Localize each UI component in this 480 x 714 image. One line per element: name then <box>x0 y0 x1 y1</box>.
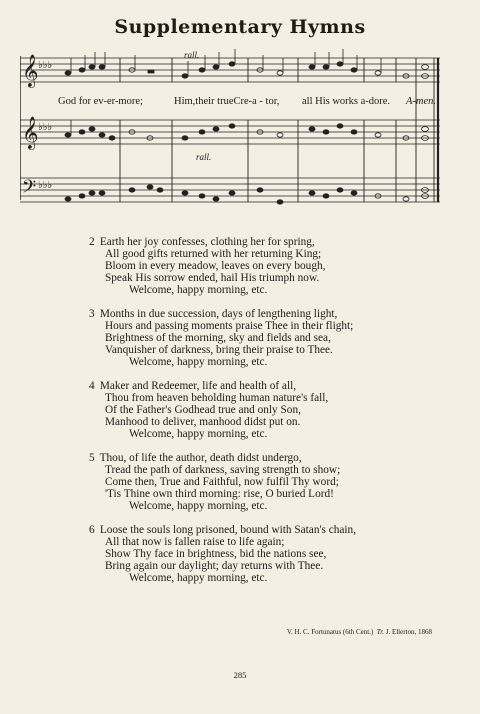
verse-line: Bloom in every meadow, leaves on every bough, <box>105 260 326 272</box>
verse-line: Speak His sorrow ended, hail His triumph now. <box>105 272 320 284</box>
verse <box>89 524 427 584</box>
verse-number: 3 <box>89 308 95 320</box>
verse <box>89 236 427 296</box>
verse-line: Show Thy face in brightness, bid the nations see, <box>105 548 327 560</box>
lyric-segment: God for ev-er-more; <box>58 96 143 107</box>
verse-line: All good gifts returned with her returning King; <box>105 248 322 260</box>
verse <box>89 452 427 512</box>
verse-refrain: Welcome, happy morning, etc. <box>129 428 268 440</box>
svg-text:𝄞: 𝄞 <box>22 54 39 87</box>
svg-text:♭♭♭: ♭♭♭ <box>38 60 53 71</box>
svg-text:♭♭♭: ♭♭♭ <box>38 180 53 191</box>
rall-marking-mid: rall. <box>196 152 212 162</box>
verse-number: 4 <box>89 380 95 392</box>
verse <box>89 380 427 440</box>
credit-translator: J. Ellerton, <box>385 628 417 636</box>
lyric-segment: Him,their trueCre-a - tor, <box>174 96 280 107</box>
svg-text:𝄢: 𝄢 <box>22 177 37 202</box>
verse-line: Tread the path of darkness, saving strength to show; <box>105 464 341 476</box>
verse-number: 2 <box>89 236 95 248</box>
verse-line: Thou from heaven beholding human nature's fall, <box>105 392 329 404</box>
verse-line: Of the Father's Godhead true and only Son, <box>105 404 301 416</box>
lyric-amen: A-men. <box>406 96 437 107</box>
page-title: Supplementary Hymns <box>114 16 366 38</box>
music-lyrics <box>58 96 437 107</box>
rall-marking-top: rall. <box>184 50 200 60</box>
credit-tr-label: Tr. <box>376 628 384 636</box>
verse-line: Hours and passing moments praise Thee in their flight; <box>105 320 354 332</box>
hymn-credit <box>287 628 432 636</box>
verse-line: Months in due succession, days of lengthening light, <box>99 308 338 320</box>
verse-line: Maker and Redeemer, life and health of all, <box>99 380 297 392</box>
svg-text:♭♭♭: ♭♭♭ <box>38 122 53 133</box>
credit-year: 1868 <box>418 628 432 636</box>
verse-refrain: Welcome, happy morning, etc. <box>129 572 268 584</box>
verse-refrain: Welcome, happy morning, etc. <box>129 356 268 368</box>
verse-number: 6 <box>89 524 95 536</box>
music-score <box>20 44 444 210</box>
verse <box>89 308 427 368</box>
verse-line: Earth her joy confesses, clothing her for spring, <box>99 236 315 248</box>
verse-number: 5 <box>89 452 95 464</box>
credit-author: V. H. C. Fortunatus (6th Cent.) <box>286 628 374 636</box>
verse-refrain: Welcome, happy morning, etc. <box>129 500 268 512</box>
verse-line: Manhood to deliver, manhood didst put on. <box>105 416 301 428</box>
verse-line: Brightness of the morning, sky and fields and sea, <box>105 332 331 344</box>
verse-refrain: Welcome, happy morning, etc. <box>129 284 268 296</box>
verse-line: 'Tis Thine own third morning: rise, O buried Lord! <box>105 488 334 500</box>
verse-line: Thou, of life the author, death didst undergo, <box>99 452 302 464</box>
verse-line: Vanquisher of darkness, bring their praise to Thee. <box>105 344 333 356</box>
hymn-verses <box>89 236 427 596</box>
verse-line: All that now is fallen raise to life again; <box>105 536 285 548</box>
verse-line: Bring again our daylight; day returns with Thee. <box>105 560 324 572</box>
verse-line: Come then, True and Faithful, now fulfil Thy word; <box>105 476 339 488</box>
lyric-segment: all His works a-dore. <box>302 96 391 107</box>
page-number: 285 <box>233 670 247 680</box>
svg-text:𝄞: 𝄞 <box>22 116 39 149</box>
verse-line: Loose the souls long prisoned, bound with Satan's chain, <box>99 524 357 536</box>
